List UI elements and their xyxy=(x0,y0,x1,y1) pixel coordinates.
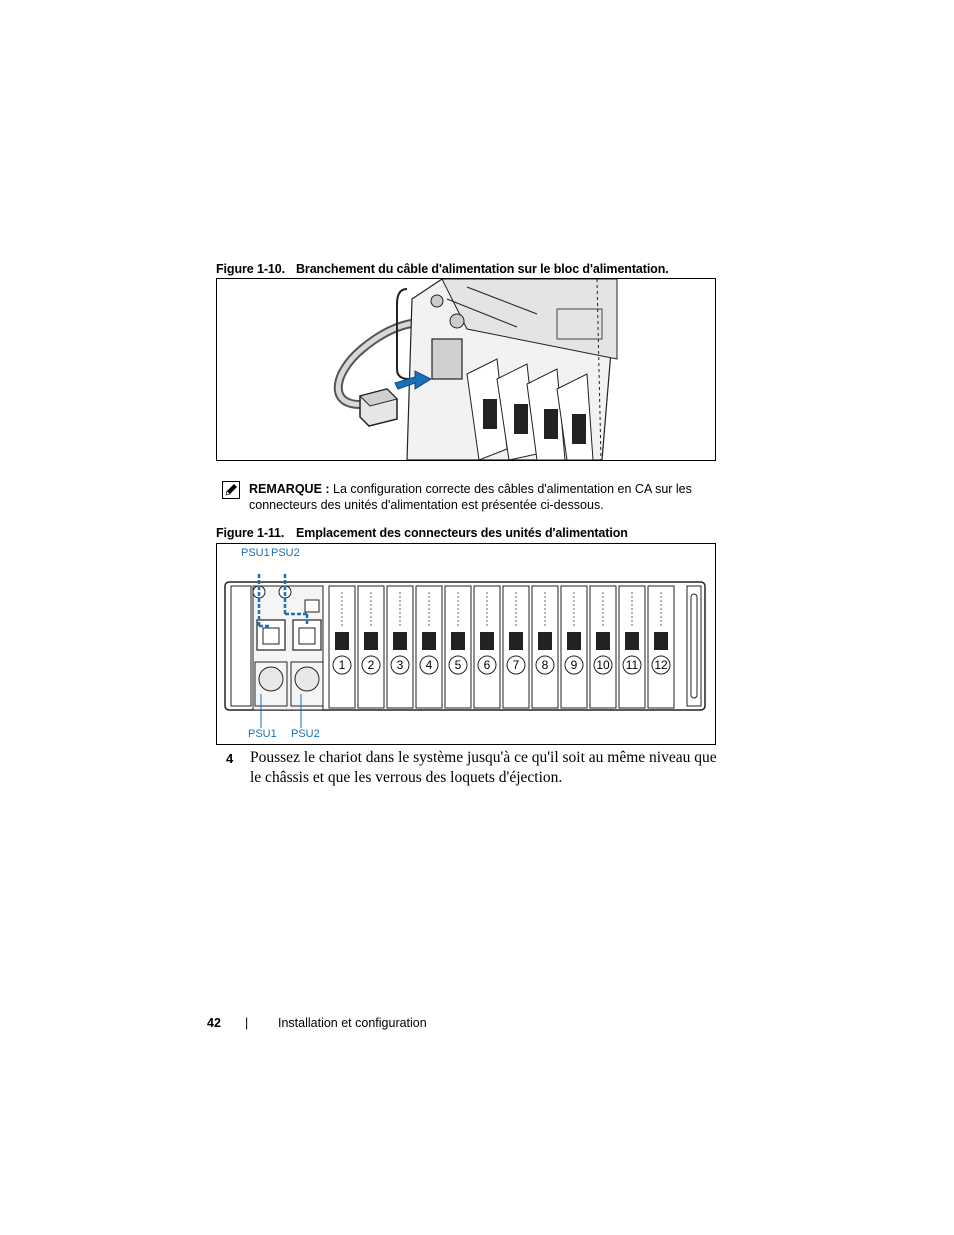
figure-number: Figure 1-10. xyxy=(216,262,285,276)
step-number: 4 xyxy=(226,751,234,766)
note-text: La configuration correcte des câbles d'alimentation en CA sur les connecteurs des unités d'alimentation est présentée ci-dessous. xyxy=(249,482,692,512)
bay-number: 7 xyxy=(512,658,520,672)
figure-number: Figure 1-11. xyxy=(216,526,285,540)
bay-number: 1 xyxy=(338,658,346,672)
bay-number: 11 xyxy=(625,658,639,672)
pencil-note-icon xyxy=(222,481,240,499)
figure-title: Emplacement des connecteurs des unités d'alimentation xyxy=(296,526,628,540)
bay-number: 8 xyxy=(541,658,549,672)
psu2-bottom-label: PSU2 xyxy=(291,728,320,740)
figure-title: Branchement du câble d'alimentation sur le bloc d'alimentation. xyxy=(296,262,669,276)
bay-number: 3 xyxy=(396,658,404,672)
bay-number: 5 xyxy=(454,658,462,672)
page-number: 42 xyxy=(207,1016,221,1030)
power-cable-illustration xyxy=(216,278,716,461)
bay-number: 2 xyxy=(367,658,375,672)
figure-1-10-caption xyxy=(216,262,669,276)
figure-1-11-caption xyxy=(216,526,628,540)
psu-connectors-illustration xyxy=(216,543,716,745)
step-text: Poussez le chariot dans le système jusqu'à ce qu'il soit au même niveau que le châssis et que les verrous des loquets d'éjection. xyxy=(250,749,717,786)
psu2-top-label: PSU2 xyxy=(271,547,300,559)
bay-number: 9 xyxy=(570,658,578,672)
bay-number: 10 xyxy=(596,658,610,672)
note-label: REMARQUE : xyxy=(249,482,330,496)
chassis-front-svg xyxy=(217,544,715,744)
bay-number: 4 xyxy=(425,658,433,672)
psu1-bottom-label: PSU1 xyxy=(248,728,277,740)
footer-separator: | xyxy=(245,1016,249,1030)
bay-number: 6 xyxy=(483,658,491,672)
bay-number: 12 xyxy=(654,658,668,672)
psu1-top-label: PSU1 xyxy=(241,547,270,559)
footer-section-title: Installation et configuration xyxy=(278,1016,427,1030)
note-text-block xyxy=(249,481,719,513)
